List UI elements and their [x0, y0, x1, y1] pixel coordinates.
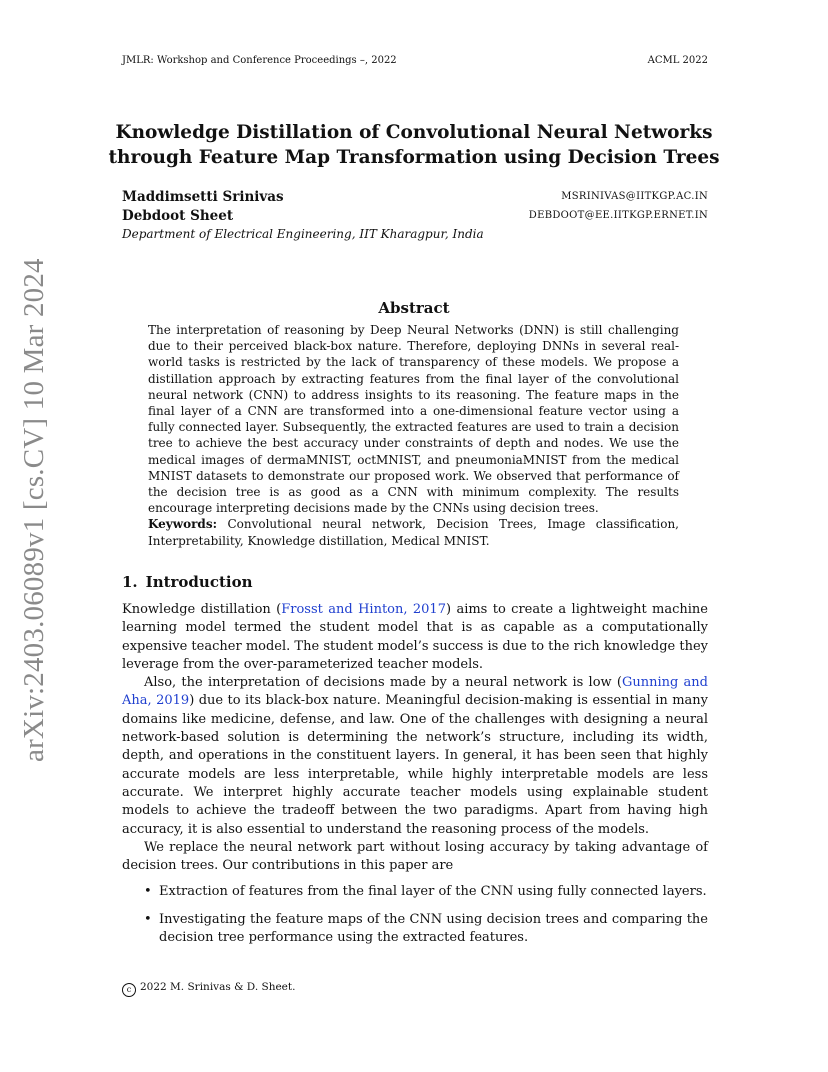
- author-email[interactable]: DEBDOOT@EE.IITKGP.ERNET.IN: [528, 210, 708, 221]
- author-email[interactable]: MSRINIVAS@IITKGP.AC.IN: [561, 191, 708, 202]
- keywords: [148, 516, 679, 548]
- keywords-list: Convolutional neural network, Decision Trees, Image classification, Interpretability, Knowledge distillation, Medical MNIST.: [148, 517, 679, 548]
- section-title: Introduction: [145, 573, 253, 591]
- copyright-footer: [122, 981, 295, 997]
- paragraph: [122, 674, 708, 839]
- introduction-body: [122, 601, 708, 956]
- text-span: ) aims to create a lightweight machine learning model termed the student model that is as capable as a computationally expensive teacher model. The student model’s success is due to the rich knowledge they leverage from the over-parameterized teacher models.: [122, 602, 708, 672]
- list-item-text: Extraction of features from the final layer of the CNN using fully connected layers.: [159, 884, 707, 900]
- arxiv-stamp: arXiv:2403.06089v1 [cs.CV] 10 Mar 2024: [18, 258, 50, 762]
- title-line-2: through Feature Map Transformation using Decision Trees: [108, 147, 720, 168]
- bullet-icon: •: [144, 884, 152, 900]
- citation-link[interactable]: Gunning and Aha, 2019: [122, 675, 708, 709]
- paragraph: We replace the neural network part without losing accuracy by taking advantage of decision trees. Our contributions in this paper are: [122, 839, 708, 874]
- citation-link[interactable]: Frosst and Hinton, 2017: [281, 602, 446, 617]
- paper-title: [100, 120, 728, 170]
- abstract-heading: Abstract: [378, 299, 450, 317]
- list-item-text: Investigating the feature maps of the CNN using decision trees and comparing the decision tree performance using the extracted features.: [159, 911, 708, 946]
- author-name: Debdoot Sheet: [122, 208, 234, 224]
- text-span: Knowledge distillation (: [122, 602, 282, 617]
- list-item: [122, 883, 708, 901]
- author-name: Maddimsetti Srinivas: [122, 189, 284, 205]
- header-conference: ACML 2022: [647, 55, 708, 66]
- author-row: [122, 208, 708, 228]
- copyright-icon: c: [122, 983, 136, 997]
- copyright-text: 2022 M. Srinivas & D. Sheet.: [140, 981, 296, 993]
- author-row: [122, 189, 708, 209]
- list-item: [122, 911, 708, 948]
- contributions-list: [122, 883, 708, 947]
- section-heading-introduction: [122, 573, 261, 591]
- paragraph: [122, 601, 708, 674]
- header-venue: JMLR: Workshop and Conference Proceedings –, 2022: [122, 55, 397, 66]
- text-span: Also, the interpretation of decisions made by a neural network is low (: [144, 675, 622, 691]
- title-line-1: Knowledge Distillation of Convolutional Neural Networks: [115, 122, 713, 143]
- abstract-text: The interpretation of reasoning by Deep Neural Networks (DNN) is still challenging due to their perceived black-box nature. Therefore, deploying DNNs in several real-world tasks is restricted by the lack of transparency of these models. We propose a distillation approach by extracting features from the final layer of the convolutional neural network (CNN) to address insights to its reasoning. The feature maps in the final layer of a CNN are transformed into a one-dimensional feature vector using a fully connected layer. Subsequently, the extracted features are used to train a decision tree to achieve the best accuracy under constraints of depth and nodes. We use the medical images of dermaMNIST, octMNIST, and pneumoniaMNIST from the medical MNIST datasets to demonstrate our proposed work. We observed that performance of the decision tree is as good as a CNN with minimum complexity. The results encourage interpreting decisions made by the CNNs using decision trees.: [148, 323, 679, 516]
- keywords-label: Keywords:: [148, 517, 218, 532]
- text-span: ) due to its black-box nature. Meaningful decision-making is essential in many domains like medicine, defense, and law. One of the challenges with designing a neural network-based solution is determining the network’s structure, including its width, depth, and operations in the constituent layers. In general, it has been seen that highly accurate models are less interpretable, while highly interpretable models are less accurate. We interpret highly accurate teacher models using explainable student models to achieve the tradeoff between the two paradigms. Apart from having high accuracy, it is also essential to understand the reasoning process of the models.: [122, 693, 708, 837]
- affiliation: Department of Electrical Engineering, IIT Kharagpur, India: [122, 227, 484, 241]
- bullet-icon: •: [144, 911, 152, 927]
- section-number: 1.: [122, 573, 138, 591]
- abstract-body: [148, 322, 679, 549]
